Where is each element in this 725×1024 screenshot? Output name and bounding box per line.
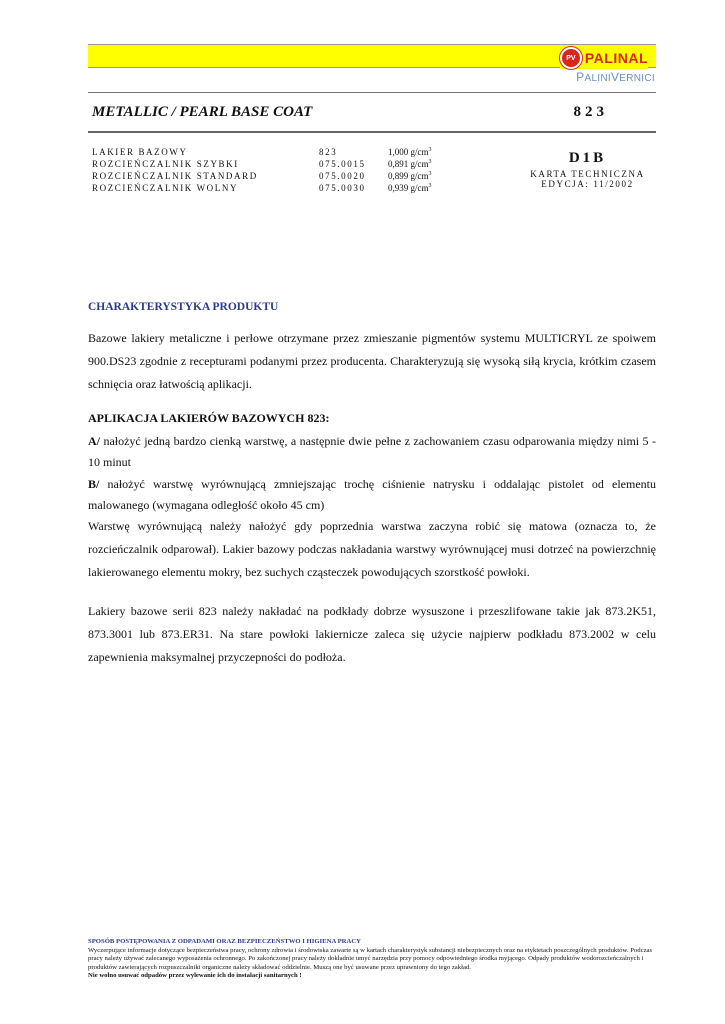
spec-density	[388, 171, 432, 181]
section-heading-product: CHARAKTERYSTYKA PRODUKTU	[88, 301, 279, 313]
title-row	[88, 104, 656, 122]
spec-row	[92, 171, 452, 183]
palinal-logo	[560, 47, 648, 69]
density-value: 1,000 g/cm	[388, 147, 429, 157]
density-exponent: 3	[428, 147, 432, 153]
spec-code: 075.0030	[319, 183, 366, 193]
spec-density	[388, 159, 432, 169]
step-a-label: A/	[88, 434, 100, 448]
step-b-text: nałożyć warstwę wyrównującą zmniejszając trochę ciśnienie natrysku i oddalając pistolet od elementu malowanego (wymagana odległość około 45 cm)	[88, 477, 656, 512]
brand-bar	[88, 44, 656, 68]
density-value: 0,939 g/cm	[388, 183, 429, 193]
spec-row	[92, 159, 452, 171]
spec-name: ROZCIEŃCZALNIK STANDARD	[92, 171, 258, 181]
spec-table	[92, 147, 452, 195]
divider-top	[88, 92, 656, 93]
sub-brand-initial: P	[576, 70, 585, 84]
logo-text: PALINAL	[584, 50, 648, 66]
sub-brand-part1: ALINI	[584, 73, 611, 84]
density-exponent: 3	[428, 159, 432, 165]
application-step-a	[88, 431, 656, 473]
step-a-text: nałożyć jedną bardzo cienką warstwę, a następnie dwie pełne z zachowaniem czasu odparowania między nimi 5 - 10 minut	[88, 434, 656, 469]
spec-code: 823	[319, 147, 338, 157]
spec-code: 075.0015	[319, 159, 366, 169]
card-info	[520, 150, 655, 189]
sub-brand-part2: ERNICI	[619, 73, 655, 84]
spec-name: ROZCIEŃCZALNIK SZYBKI	[92, 159, 239, 169]
card-code: D1B	[568, 150, 607, 166]
product-description: Bazowe lakiery metaliczne i perłowe otrzymane przez zmieszanie pigmentów systemu MULTICRYL ze spoiwem 900.DS23 zgodnie z recepturami podanymi przez producenta. Charakteryzują się wysoką siłą krycia, krótkim czasem schnięcia oraz łatwością aplikacji.	[88, 331, 656, 391]
step-b-label: B/	[88, 477, 100, 491]
spec-density	[388, 183, 432, 193]
spec-code: 075.0020	[319, 171, 366, 181]
density-exponent: 3	[428, 183, 432, 189]
palinal-emblem-icon	[560, 47, 582, 69]
density-value: 0,899 g/cm	[388, 171, 429, 181]
application-note: Warstwę wyrównującą należy nałożyć gdy poprzednia warstwa zaczyna robić się matowa (oznacza to, że rozcieńczalnik odparował). Lakier bazowy podczas nakładania warstwy wyrównującej musi dotrzeć na powierzchnię lakierowanego elementu mokry, bez suchych cząsteczek powodujących szorstkość powłoki.	[88, 519, 656, 579]
section-heading-application: APLIKACJA LAKIERÓW BAZOWYCH 823:	[88, 411, 330, 425]
footer-heading: SPOSÓB POSTĘPOWANIA Z ODPADAMI ORAZ BEZPIECZEŃSTWO I HIGIENA PRACY	[88, 938, 361, 945]
footer-warning: Nie wolno usuwać odpadów przez wylewanie ich do instalacji sanitarnych !	[88, 972, 302, 979]
card-edition: EDYCJA: 11/2002	[541, 179, 634, 189]
spec-name: ROZCIEŃCZALNIK WOLNY	[92, 183, 239, 193]
spec-row	[92, 147, 452, 159]
spec-name: LAKIER BAZOWY	[92, 147, 188, 157]
sub-brand	[576, 70, 655, 84]
density-exponent: 3	[428, 171, 432, 177]
footer-safety	[88, 938, 656, 981]
card-label: KARTA TECHNICZNA	[530, 169, 645, 179]
spec-density	[388, 147, 432, 157]
logo-mark-text: PV	[566, 54, 576, 62]
document-title: METALLIC / PEARL BASE COAT	[92, 104, 313, 120]
footer-body: Wyczerpujące informacje dotyczące bezpieczeństwa pracy, ochrony zdrowia i środowiska zawarte są w kartach charakterystyk substancji niebezpiecznych oraz na etykietach poszczególnych produktów. Podczas pracy należy używać zalecanego wyposażenia ochronnego. Po zakończonej pracy należy dokładnie umyć narzędzia przy pomocy odpowiedniego środka myjącego. Odpady produktów wodorozcieńczalnych i produktów zawierających rozpuszczalniki organiczne należy składować oddzielnie. Muszą one być usuwane przez uprawniony do tego zakład.	[88, 946, 653, 971]
spec-row	[92, 183, 452, 195]
divider-thick	[88, 131, 656, 133]
closing-paragraph: Lakiery bazowe serii 823 należy nakładać na podkłady dobrze wysuszone i przeszlifowane takie jak 873.2K51, 873.3001 lub 873.ER31. Na stare powłoki lakiernicze zaleca się użycie najpierw podkładu 873.2002 w celu zapewnienia maksymalnej przyczepności do podłoża.	[88, 604, 656, 664]
sub-brand-initial2: V	[610, 70, 620, 84]
document-code: 823	[573, 104, 608, 120]
density-value: 0,891 g/cm	[388, 159, 429, 169]
application-step-b	[88, 474, 656, 516]
